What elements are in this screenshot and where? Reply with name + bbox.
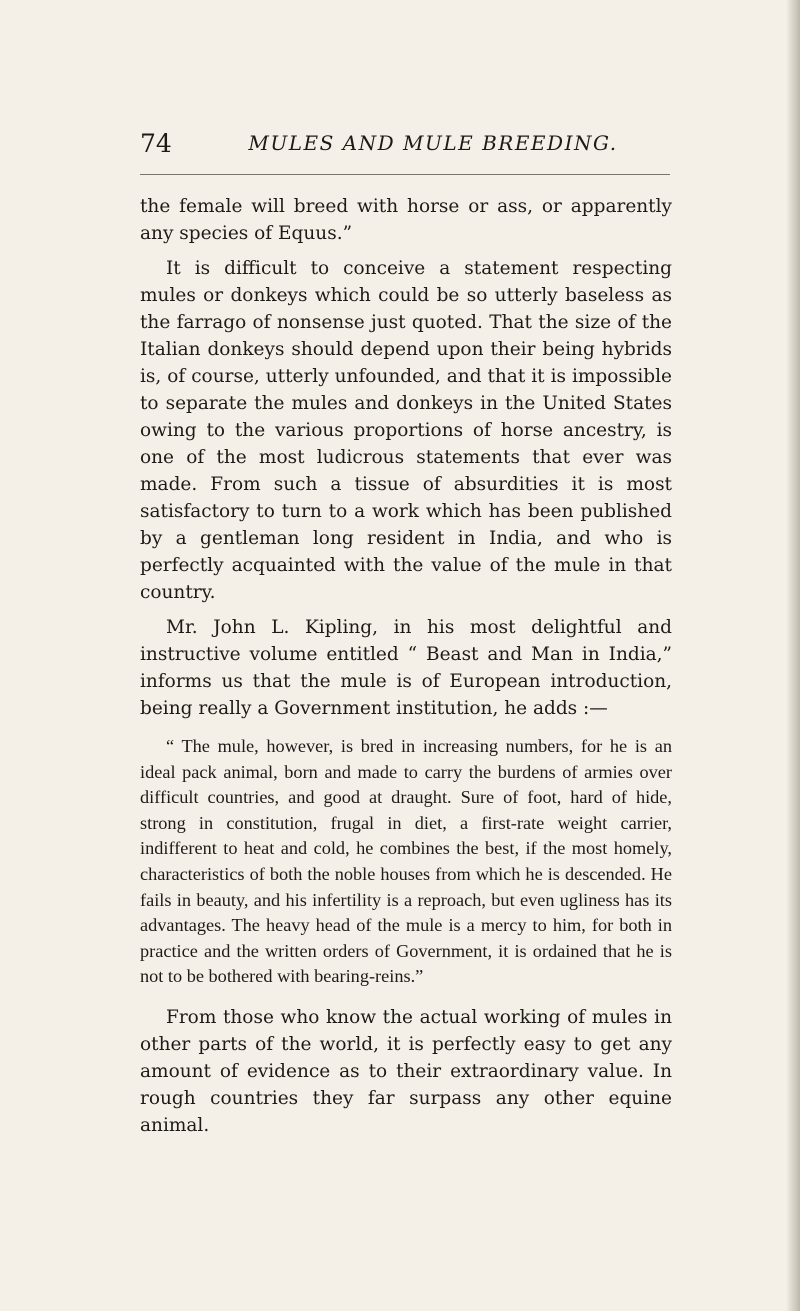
block-quote: “ The mule, however, is bred in increasing numbers, for he is an ideal pack animal, born and made to carry the burdens of armies over difficult countries, and good at draught. Sure of foot, hard of hide, strong in constitution, frugal in diet, a first-rate weight carrier, indifferent to heat and cold, he combines the best, if the most homely, characteristics of both the noble houses from which he is descended. He fails in beauty, and his infertility is a reproach, but even ugliness has its advantages. The heavy head of the mule is a mercy to him, for both in practice and the written orders of Government, it is ordained that he is not to be bothered with bearing-reins.” [140, 736, 672, 987]
running-title: MULES AND MULE BREEDING. [248, 131, 618, 155]
paragraph-continuation: the female will breed with horse or ass, or apparently any species of Equus.” [140, 196, 672, 244]
page-header [140, 129, 670, 163]
paragraph-closing: From those who know the actual working of mules in other parts of the world, it is perfectly easy to get any amount of evidence as to their extraordinary value. In rough countries they far surpass any other equine animal. [140, 1006, 672, 1136]
paragraph-farrago: It is difficult to conceive a statement respecting mules or donkeys which could be so utterly baseless as the farrago of nonsense just quoted. That the size of the Italian donkeys should depend upon their being hybrids is, of course, utterly unfounded, and that it is impossible to separate the mules and donkeys in the United States owing to the various proportions of horse ancestry, is one of the most ludicrous statements that ever was made. From such a tissue of absurdities it is most satisfactory to turn to a work which has been published by a gentleman long resident in India, and who is perfectly acquainted with the value of the mule in that country. [140, 258, 672, 603]
page-body [140, 193, 672, 1139]
header-rule [140, 174, 670, 175]
page-edge-shadow [786, 0, 800, 1311]
paragraph-kipling: Mr. John L. Kipling, in his most delightful and instructive volume entitled “ Beast and Man in India,” informs us that the mule is of European introduction, being really a Government institution, he adds :— [140, 617, 672, 719]
page-number: 74 [140, 129, 172, 158]
